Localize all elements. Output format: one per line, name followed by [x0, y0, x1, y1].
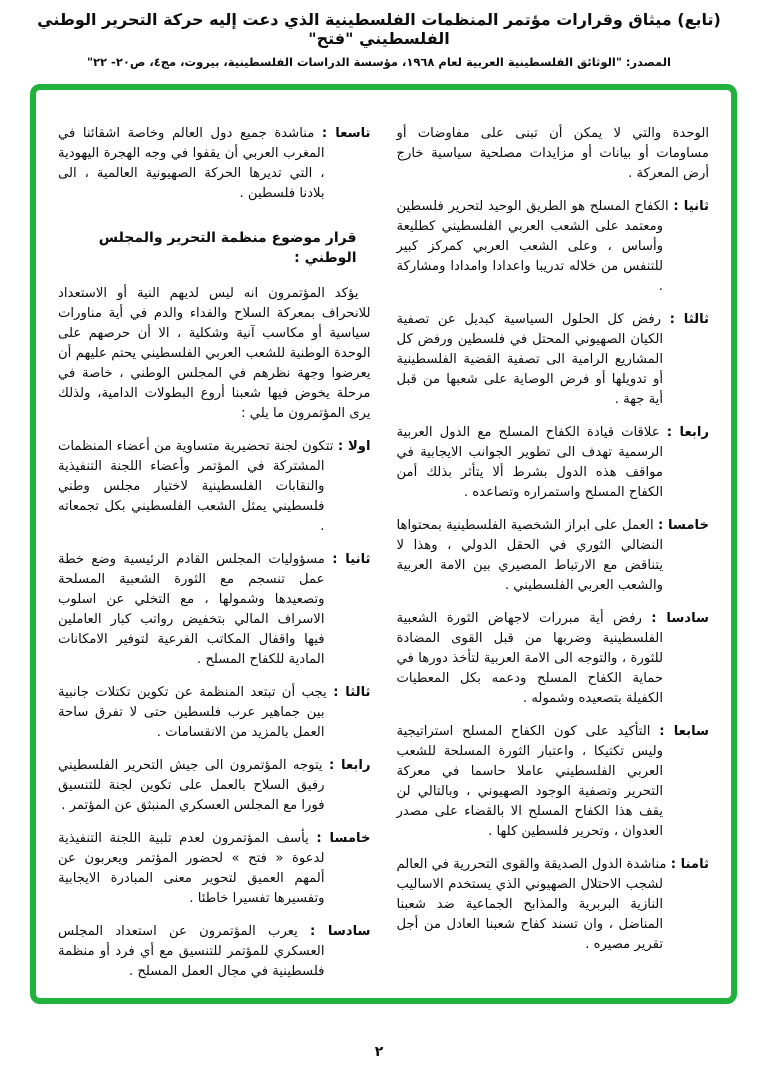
item-text: رفض كل الحلول السياسية كبديل عن تصفية الكيان الصهيوني المحتل في فلسطين ورفض كل المشاريع الرامية الى تصفية القضية الفلسطينية أو تدويلها أو فرض الوصاية على شعبها من قبل أية جهة . [396, 312, 663, 407]
item-text: العمل على ابراز الشخصية الفلسطينية بمحتواها النضالي الثوري في الحقل الدولي ، وهذا لا يتناقض مع الارتباط المصيري بين الامة العربية والشعب العربي الفلسطيني . [396, 518, 663, 593]
document-frame [30, 84, 737, 1004]
intro-paragraph: يؤكد المؤتمرون انه ليس لديهم النية أو الاستعداد للانحراف بمعركة السلاح والفداء والدم في أية مناورات سياسية أو مكاسب آنية وشكلية ، الا أن حرصهم على الوحدة الوطنية للشعب العربي الفلسطيني يحتم عليهم أن يعرضوا وجهة نظرهم في المجلس الوطني ، خاصة في مرحلة يخوض فيها شعبنا أروع البطولات الدامية، ولذلك يرى المؤتمرون ما يلي : [58, 286, 371, 421]
item-text: رفض أية مبررات لاجهاض الثورة الشعبية الفلسطينية وضربها من قبل القوى المضادة للثورة ، والتوجه الى الامة العربية لتأخذ دورها في حماية الكفاح المسلح ودعمه بكل المعطيات الكفيلة بتصعيده وشموله . [396, 611, 663, 706]
item-label: سادسا : [651, 611, 709, 626]
item-text: يجب أن تبتعد المنظمة عن تكوين تكتلات جانبية بين جماهير عرب فلسطين حتى لا تفرق ساحة العمل بالمزيد من الانقسامات . [58, 685, 327, 740]
item-label: ثانيا : [673, 199, 709, 214]
page-number: ٢ [374, 1044, 384, 1060]
item-text: مسؤوليات المجلس القادم الرئيسية وضع خطة عمل تنسجم مع الثورة الشعبية المسلحة وتصعيدها وشمولها ، مع التخلي عن اسلوب الاسراف المالي بتخفيض رواتب كبار العاملين فيها واقفال المكاتب الفرعية لتوفير الامكانات المادية للكفاح المسلح . [58, 552, 325, 667]
item-text: الكفاح المسلح هو الطريق الوحيد لتحرير فلسطين ومعتمد على الشعب العربي الفلسطيني كطليعة وأساس ، وعلى الشعب العربي كمركز كبير للتنفس من خلاله تدريبا واعدادا وامدادا ومشاركة . [396, 199, 669, 294]
article-item [58, 683, 371, 743]
item-text: مناشدة جميع دول العالم وخاصة اشقائنا في المغرب العربي أن يقفوا في وجه الهجرة اليهودية ، التي تديرها الحركة الصهيونية العالمية ، الى بلادنا فلسطين . [58, 126, 325, 201]
article-item [397, 197, 710, 297]
article-item [397, 310, 710, 410]
article-item [58, 550, 371, 670]
article-item [58, 124, 371, 204]
article-item [58, 437, 371, 537]
article-item [397, 516, 710, 596]
item-label: سادسا : [309, 924, 371, 939]
item-label: خامسا : [316, 831, 371, 846]
article-item [397, 722, 710, 842]
two-column-body [58, 124, 709, 988]
right-column [397, 124, 710, 988]
article-item [397, 609, 710, 709]
item-label: رابعا : [328, 758, 371, 773]
article-item [397, 855, 710, 955]
document-header [0, 10, 758, 69]
source-line: المصدر: "الوثائق الفلسطينية العربية لعام ١٩٦٨، مؤسسة الدراسات الفلسطينية، بيروت، مج٤، ص٢٠- ٢٢" [87, 55, 671, 69]
item-label: تاسعا : [321, 126, 371, 141]
item-label: ثامنا : [670, 857, 709, 872]
item-text: علاقات قيادة الكفاح المسلح مع الدول العربية الرسمية تهدف الى تطوير الجوانب الايجابية في مواقف هذه الدول بشرط ألا يتأثر بذلك أمن الكفاح المسلح واستمراره وتصاعده . [396, 425, 663, 500]
item-text: يتوجه المؤتمرون الى جيش التحرير الفلسطيني رفيق السلاح بالعمل على تكوين لجنة للتنسيق فورا مع المجلس العسكري المنبثق عن المؤتمر . [58, 758, 325, 813]
item-label: ثانيا : [332, 552, 371, 567]
item-text: يعرب المؤتمرون عن استعداد المجلس العسكري للمؤتمر للتنسيق مع أي فرد أو منظمة فلسطينية في مجال العمل المسلح . [58, 924, 325, 979]
left-column [58, 124, 371, 988]
article-item [58, 756, 371, 816]
item-text: التأكيد على كون الكفاح المسلح استراتيجية وليس تكتيكا ، واعتبار الثورة المسلحة للشعب العربي الفلسطيني عاملا حاسما في معركة التحرير وتصفية الوجود الصهيوني ، وبالتالي لن يقف هذا الكفاح المسلح الا بالقضاء على مصدر العدوان ، وتحرير فلسطين كلها . [396, 724, 663, 839]
item-text: تتكون لجنة تحضيرية متساوية من أعضاء المنظمات المشتركة في المؤتمر وأعضاء اللجنة التنفيذية والنقابات الفلسطينية لاختيار مجلس وطني فلسطيني يمثل الشعب الفلسطيني بكل تجمعاته . [58, 439, 334, 534]
article-item [397, 423, 710, 503]
article-item [58, 829, 371, 909]
item-label: رابعا : [666, 425, 709, 440]
item-label: خامسا : [657, 518, 709, 533]
page-title: (تابع) ميثاق وقرارات مؤتمر المنظمات الفلسطينية الذي دعت إليه حركة التحرير الوطني الفلسطيني "فتح" [37, 10, 721, 48]
item-label: اولا : [337, 439, 371, 454]
section-heading: قرار موضوع منظمة التحرير والمجلس الوطني : [98, 230, 357, 266]
item-label: ثالثا : [333, 685, 371, 700]
article-item [58, 922, 371, 982]
paragraph-continuation: الوحدة والتي لا يمكن أن تبنى على مفاوضات أو مساومات أو بيانات أو مزايدات مصلحية سياسية خارج أرض المعركة . [396, 126, 709, 181]
item-label: ثالثا : [669, 312, 709, 327]
item-text: يأسف المؤتمرون لعدم تلبية اللجنة التنفيذية لدعوة « فتح » لحضور المؤتمر ويعربون عن ألمهم العميق لتحوير معنى المبادرة الايجابية وتفسيرها تفسيرا خاطئا . [58, 831, 325, 906]
item-label: سابعا : [659, 724, 709, 739]
item-text: مناشدة الدول الصديقة والقوى التحررية في العالم لشجب الاحتلال الصهيوني الذي يستخدم الاساليب النازية البربرية والمذابح الجماعية ضد شعبنا المناضل ، وان تسند كفاح شعبنا العادل من أجل تقرير مصيره . [396, 857, 667, 952]
